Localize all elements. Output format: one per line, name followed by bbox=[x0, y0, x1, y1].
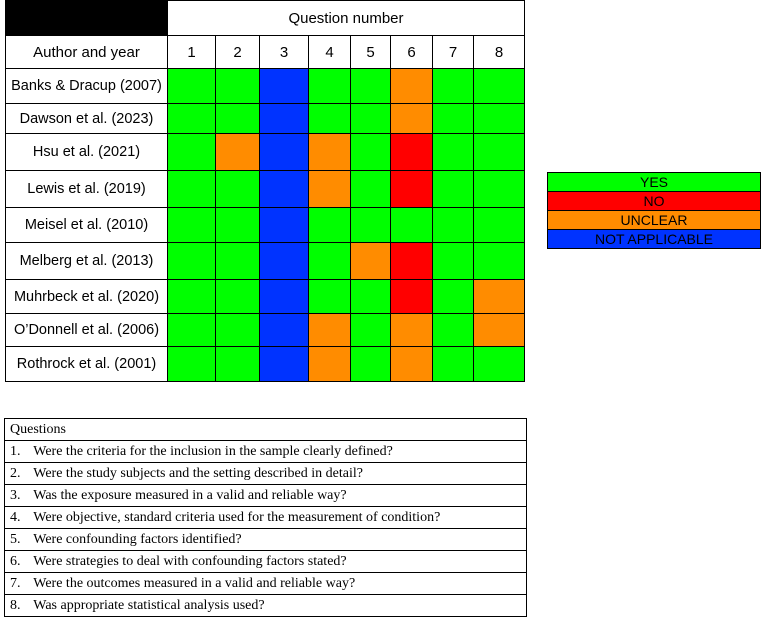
study-row bbox=[6, 280, 525, 314]
rating-cell bbox=[168, 134, 216, 171]
question-item bbox=[5, 507, 527, 529]
questions-box bbox=[4, 418, 527, 617]
question-number: 1. bbox=[10, 443, 21, 459]
question-text: Were confounding factors identified? bbox=[30, 531, 242, 547]
rating-cell bbox=[168, 280, 216, 314]
rating-cell bbox=[260, 347, 309, 382]
rating-cell bbox=[391, 69, 433, 104]
rating-cell bbox=[351, 280, 391, 314]
question-text: Were the outcomes measured in a valid and reliable way? bbox=[30, 575, 356, 591]
column-label: 3 bbox=[260, 36, 309, 69]
rating-cell bbox=[433, 69, 474, 104]
rating-cell bbox=[351, 208, 391, 243]
rating-cell bbox=[391, 104, 433, 134]
study-label: Dawson et al. (2023) bbox=[6, 104, 168, 134]
rating-cell bbox=[474, 69, 525, 104]
study-row bbox=[6, 104, 525, 134]
question-item bbox=[5, 573, 527, 595]
rating-cell bbox=[351, 134, 391, 171]
quality-grid bbox=[5, 0, 525, 382]
column-label: 7 bbox=[433, 36, 474, 69]
rating-cell bbox=[433, 208, 474, 243]
question-number: 8. bbox=[10, 597, 21, 613]
rating-cell bbox=[433, 280, 474, 314]
rating-cell bbox=[309, 314, 351, 347]
legend-entry: NO bbox=[548, 192, 761, 211]
rating-cell bbox=[216, 347, 260, 382]
question-number: 2. bbox=[10, 465, 21, 481]
question-text: Were the criteria for the inclusion in the sample clearly defined? bbox=[30, 443, 393, 459]
column-label: 4 bbox=[309, 36, 351, 69]
study-label: Hsu et al. (2021) bbox=[6, 134, 168, 171]
study-row bbox=[6, 134, 525, 171]
rating-cell bbox=[309, 280, 351, 314]
study-label: Lewis et al. (2019) bbox=[6, 171, 168, 208]
question-text: Were objective, standard criteria used for the measurement of condition? bbox=[30, 509, 441, 525]
rating-cell bbox=[260, 69, 309, 104]
rating-cell bbox=[351, 171, 391, 208]
rating-cell bbox=[433, 347, 474, 382]
study-label: O’Donnell et al. (2006) bbox=[6, 314, 168, 347]
rating-cell bbox=[474, 243, 525, 280]
rating-cell bbox=[168, 104, 216, 134]
rating-cell bbox=[391, 243, 433, 280]
rating-cell bbox=[391, 208, 433, 243]
study-row bbox=[6, 347, 525, 382]
rating-cell bbox=[351, 347, 391, 382]
question-number: 5. bbox=[10, 531, 21, 547]
question-number: 4. bbox=[10, 509, 21, 525]
study-row bbox=[6, 69, 525, 104]
question-number: 6. bbox=[10, 553, 21, 569]
rating-cell bbox=[474, 104, 525, 134]
rating-cell bbox=[168, 69, 216, 104]
rating-cell bbox=[351, 104, 391, 134]
column-label: 5 bbox=[351, 36, 391, 69]
rating-cell bbox=[216, 243, 260, 280]
question-item bbox=[5, 595, 527, 617]
question-number-header: Question number bbox=[168, 1, 525, 36]
study-row bbox=[6, 314, 525, 347]
question-text: Were the study subjects and the setting described in detail? bbox=[30, 465, 363, 481]
corner-cell bbox=[6, 1, 168, 36]
rating-cell bbox=[474, 208, 525, 243]
rating-cell bbox=[309, 69, 351, 104]
rating-cell bbox=[216, 171, 260, 208]
rating-cell bbox=[260, 280, 309, 314]
rating-cell bbox=[216, 280, 260, 314]
author-year-header: Author and year bbox=[6, 36, 168, 69]
rating-cell bbox=[260, 208, 309, 243]
rating-cell bbox=[391, 280, 433, 314]
question-text: Was appropriate statistical analysis used? bbox=[30, 597, 265, 613]
rating-cell bbox=[260, 314, 309, 347]
question-number: 7. bbox=[10, 575, 21, 591]
question-item bbox=[5, 441, 527, 463]
rating-cell bbox=[474, 347, 525, 382]
rating-cell bbox=[474, 314, 525, 347]
rating-cell bbox=[351, 69, 391, 104]
rating-cell bbox=[433, 314, 474, 347]
rating-cell bbox=[391, 134, 433, 171]
study-label: Melberg et al. (2013) bbox=[6, 243, 168, 280]
study-label: Meisel et al. (2010) bbox=[6, 208, 168, 243]
legend bbox=[547, 172, 761, 249]
study-label: Muhrbeck et al. (2020) bbox=[6, 280, 168, 314]
rating-cell bbox=[351, 314, 391, 347]
rating-cell bbox=[391, 171, 433, 208]
rating-cell bbox=[309, 347, 351, 382]
rating-cell bbox=[391, 347, 433, 382]
rating-cell bbox=[309, 243, 351, 280]
questions-title: Questions bbox=[5, 419, 527, 441]
study-row bbox=[6, 171, 525, 208]
rating-cell bbox=[309, 171, 351, 208]
legend-entry: NOT APPLICABLE bbox=[548, 230, 761, 249]
question-text: Were strategies to deal with confounding factors stated? bbox=[30, 553, 347, 569]
question-item bbox=[5, 485, 527, 507]
study-row bbox=[6, 208, 525, 243]
question-number: 3. bbox=[10, 487, 21, 503]
rating-cell bbox=[474, 171, 525, 208]
rating-cell bbox=[433, 104, 474, 134]
legend-entry: UNCLEAR bbox=[548, 211, 761, 230]
column-label: 8 bbox=[474, 36, 525, 69]
rating-cell bbox=[260, 104, 309, 134]
rating-cell bbox=[309, 104, 351, 134]
rating-cell bbox=[168, 243, 216, 280]
rating-cell bbox=[216, 208, 260, 243]
rating-cell bbox=[260, 134, 309, 171]
rating-cell bbox=[433, 171, 474, 208]
rating-cell bbox=[168, 171, 216, 208]
rating-cell bbox=[309, 134, 351, 171]
column-label: 6 bbox=[391, 36, 433, 69]
rating-cell bbox=[260, 171, 309, 208]
study-label: Rothrock et al. (2001) bbox=[6, 347, 168, 382]
rating-cell bbox=[216, 69, 260, 104]
rating-cell bbox=[168, 314, 216, 347]
rating-cell bbox=[260, 243, 309, 280]
column-label: 1 bbox=[168, 36, 216, 69]
question-text: Was the exposure measured in a valid and reliable way? bbox=[30, 487, 347, 503]
rating-cell bbox=[474, 280, 525, 314]
rating-cell bbox=[391, 314, 433, 347]
question-item bbox=[5, 463, 527, 485]
rating-cell bbox=[216, 104, 260, 134]
rating-cell bbox=[474, 134, 525, 171]
question-item bbox=[5, 551, 527, 573]
column-label: 2 bbox=[216, 36, 260, 69]
study-label: Banks & Dracup (2007) bbox=[6, 69, 168, 104]
legend-entry: YES bbox=[548, 173, 761, 192]
rating-cell bbox=[216, 314, 260, 347]
rating-cell bbox=[433, 243, 474, 280]
rating-cell bbox=[433, 134, 474, 171]
rating-cell bbox=[351, 243, 391, 280]
question-item bbox=[5, 529, 527, 551]
rating-cell bbox=[168, 347, 216, 382]
rating-cell bbox=[168, 208, 216, 243]
study-row bbox=[6, 243, 525, 280]
rating-cell bbox=[309, 208, 351, 243]
rating-cell bbox=[216, 134, 260, 171]
